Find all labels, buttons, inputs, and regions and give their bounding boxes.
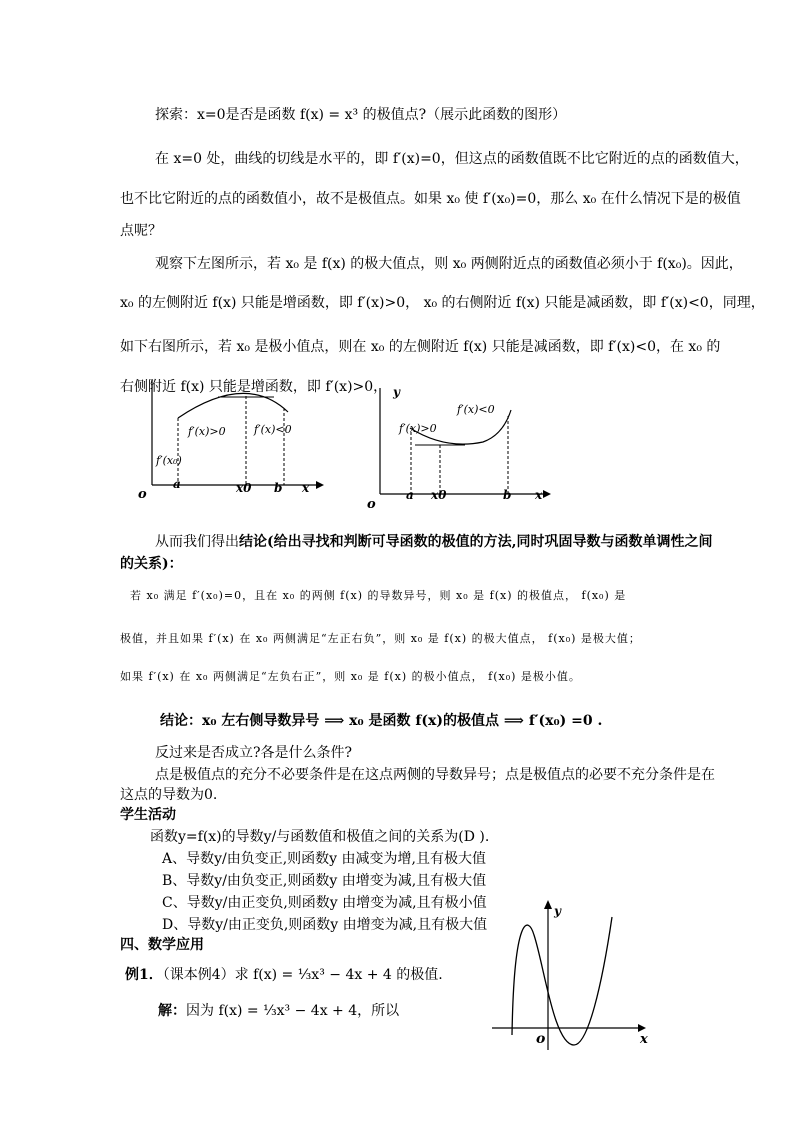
rule-line3: 如果 f′(x) 在 x₀ 两侧满足“左负右正”，则 x₀ 是 f(x) 的极小值点， f(x₀) 是极小值。 — [120, 670, 581, 683]
label-deriv-x0: f′(x₀) — [156, 454, 182, 467]
option-b: B、导数y/由负变正,则函数y 由增变为减,且有极大值 — [162, 873, 487, 889]
y-axis-arrow — [544, 900, 552, 909]
sufficient-condition-line1: 点是极值点的充分不必要条件是在这点两侧的导数异号；点是极值点的必要不充分条件是在 — [155, 767, 715, 783]
section-math-application: 四、数学应用 — [120, 937, 204, 953]
paragraph-horizontal-tangent-line2: 也不比它附近的点的函数值小，故不是极值点。如果 x₀ 使 f′(x₀)=0，那么 x₀ 在什么情况下是的极值 — [120, 191, 741, 207]
rule-line1: 若 x₀ 满足 f′(x₀)=0，且在 x₀ 的两侧 f(x) 的导数异号，则 x₀ 是 f(x) 的极值点， f(x₀) 是 — [130, 589, 627, 602]
axis-label-y: y — [393, 385, 400, 399]
converse-question: 反过来是否成立?各是什么条件? — [155, 745, 353, 761]
paragraph-horizontal-tangent-line1: 在 x=0 处，曲线的切线是水平的，即 f′(x)=0，但这点的函数值既不比它附近的点的函数值大， — [155, 151, 749, 167]
x-axis-arrow — [316, 481, 324, 489]
paragraph-observe-line3: 如下右图所示，若 x₀ 是极小值点，则在 x₀ 的左侧附近 f(x) 只能是减函数，即 f′(x)<0，在 x₀ 的 — [120, 339, 721, 355]
paragraph-observe-line2: x₀ 的左侧附近 f(x) 只能是增函数，即 f′(x)>0， x₀ 的右侧附近 f(x) 只能是减函数，即 f′(x)<0，同理， — [120, 295, 765, 311]
axis-label-x: x — [535, 488, 543, 502]
x-axis-arrow — [543, 490, 551, 498]
option-a: A、导数y/由负变正,则函数y 由减变为增,且有极大值 — [162, 851, 486, 867]
axis-label-y: y — [554, 904, 561, 918]
label-deriv-positive: f′(x)>0 — [399, 422, 437, 435]
example-text: （课本例4）求 f(x) = ⅓x³ − 4x + 4 的极值. — [162, 967, 443, 983]
origin-label: o — [536, 1031, 546, 1047]
tick-x0: x0 — [236, 481, 252, 495]
tick-a: a — [173, 477, 181, 491]
option-c: C、导数y/由正变负,则函数y 由增变为减,且有极小值 — [162, 895, 487, 911]
solution-label: 解： — [158, 1003, 186, 1019]
student-activity-title: 学生活动 — [120, 807, 176, 823]
origin-label: o — [367, 497, 376, 512]
tick-b: b — [274, 481, 283, 495]
sufficient-condition-line2: 这点的导数为0. — [120, 787, 218, 803]
tick-a: a — [406, 488, 414, 502]
max-point-figure — [136, 370, 326, 510]
label-deriv-negative: f′(x)<0 — [254, 423, 292, 436]
conclusion-intro-prefix: 从而我们得出 — [155, 534, 239, 550]
example-1 — [125, 966, 443, 984]
label-deriv-positive: f′(x)>0 — [188, 425, 226, 438]
cubic-graph — [488, 895, 658, 1055]
cubic-curve — [512, 917, 612, 1045]
rule-line2: 极值，并且如果 f′(x) 在 x₀ 两侧满足“左正右负”，则 x₀ 是 f(x) 的极大值点， f(x₀) 是极大值； — [120, 632, 641, 645]
paragraph-horizontal-tangent-line3: 点呢？ — [120, 223, 162, 239]
paragraph-observe-line4: 右侧附近 f(x) 只能是增函数，即 f′(x)>0， — [120, 379, 388, 395]
origin-label: o — [138, 487, 147, 502]
example-label: 例1． — [125, 967, 163, 983]
conclusion-intro-line2: 的关系)： — [120, 556, 183, 572]
axis-label-x: x — [640, 1032, 648, 1047]
x-axis-arrow — [638, 1024, 646, 1032]
tick-x0: x0 — [431, 488, 447, 502]
activity-question: 函数y=f(x)的导数y/与函数值和极值之间的关系为(D ). — [150, 829, 490, 845]
axis-label-x: x — [302, 481, 310, 495]
option-d: D、导数y/由正变负,则函数y 由增变为减,且有极大值 — [162, 917, 488, 933]
min-point-figure — [365, 380, 555, 515]
conclusion-statement: 结论：x₀ 左右侧导数异号 ⟹ x₀ 是函数 f(x)的极值点 ⟹ f′(x₀) =0 . — [160, 713, 603, 729]
solution-text: 因为 f(x) = ⅓x³ − 4x + 4，所以 — [186, 1003, 400, 1019]
conclusion-intro-bold: 结论(给出寻找和判断可导函数的极值的方法,同时巩固导数与函数单调性之间 — [239, 534, 713, 550]
solution-line — [158, 1002, 399, 1020]
conclusion-intro-line1 — [155, 533, 713, 551]
explore-question: 探索：x=0是否是函数 f(x) = x³ 的极值点?（展示此函数的图形） — [155, 107, 567, 123]
label-deriv-negative: f′(x)<0 — [457, 403, 495, 416]
tick-b: b — [503, 488, 512, 502]
paragraph-observe-line1: 观察下左图所示，若 x₀ 是 f(x) 的极大值点，则 x₀ 两侧附近点的函数值必须小于 f(x₀)。因此， — [155, 256, 743, 272]
